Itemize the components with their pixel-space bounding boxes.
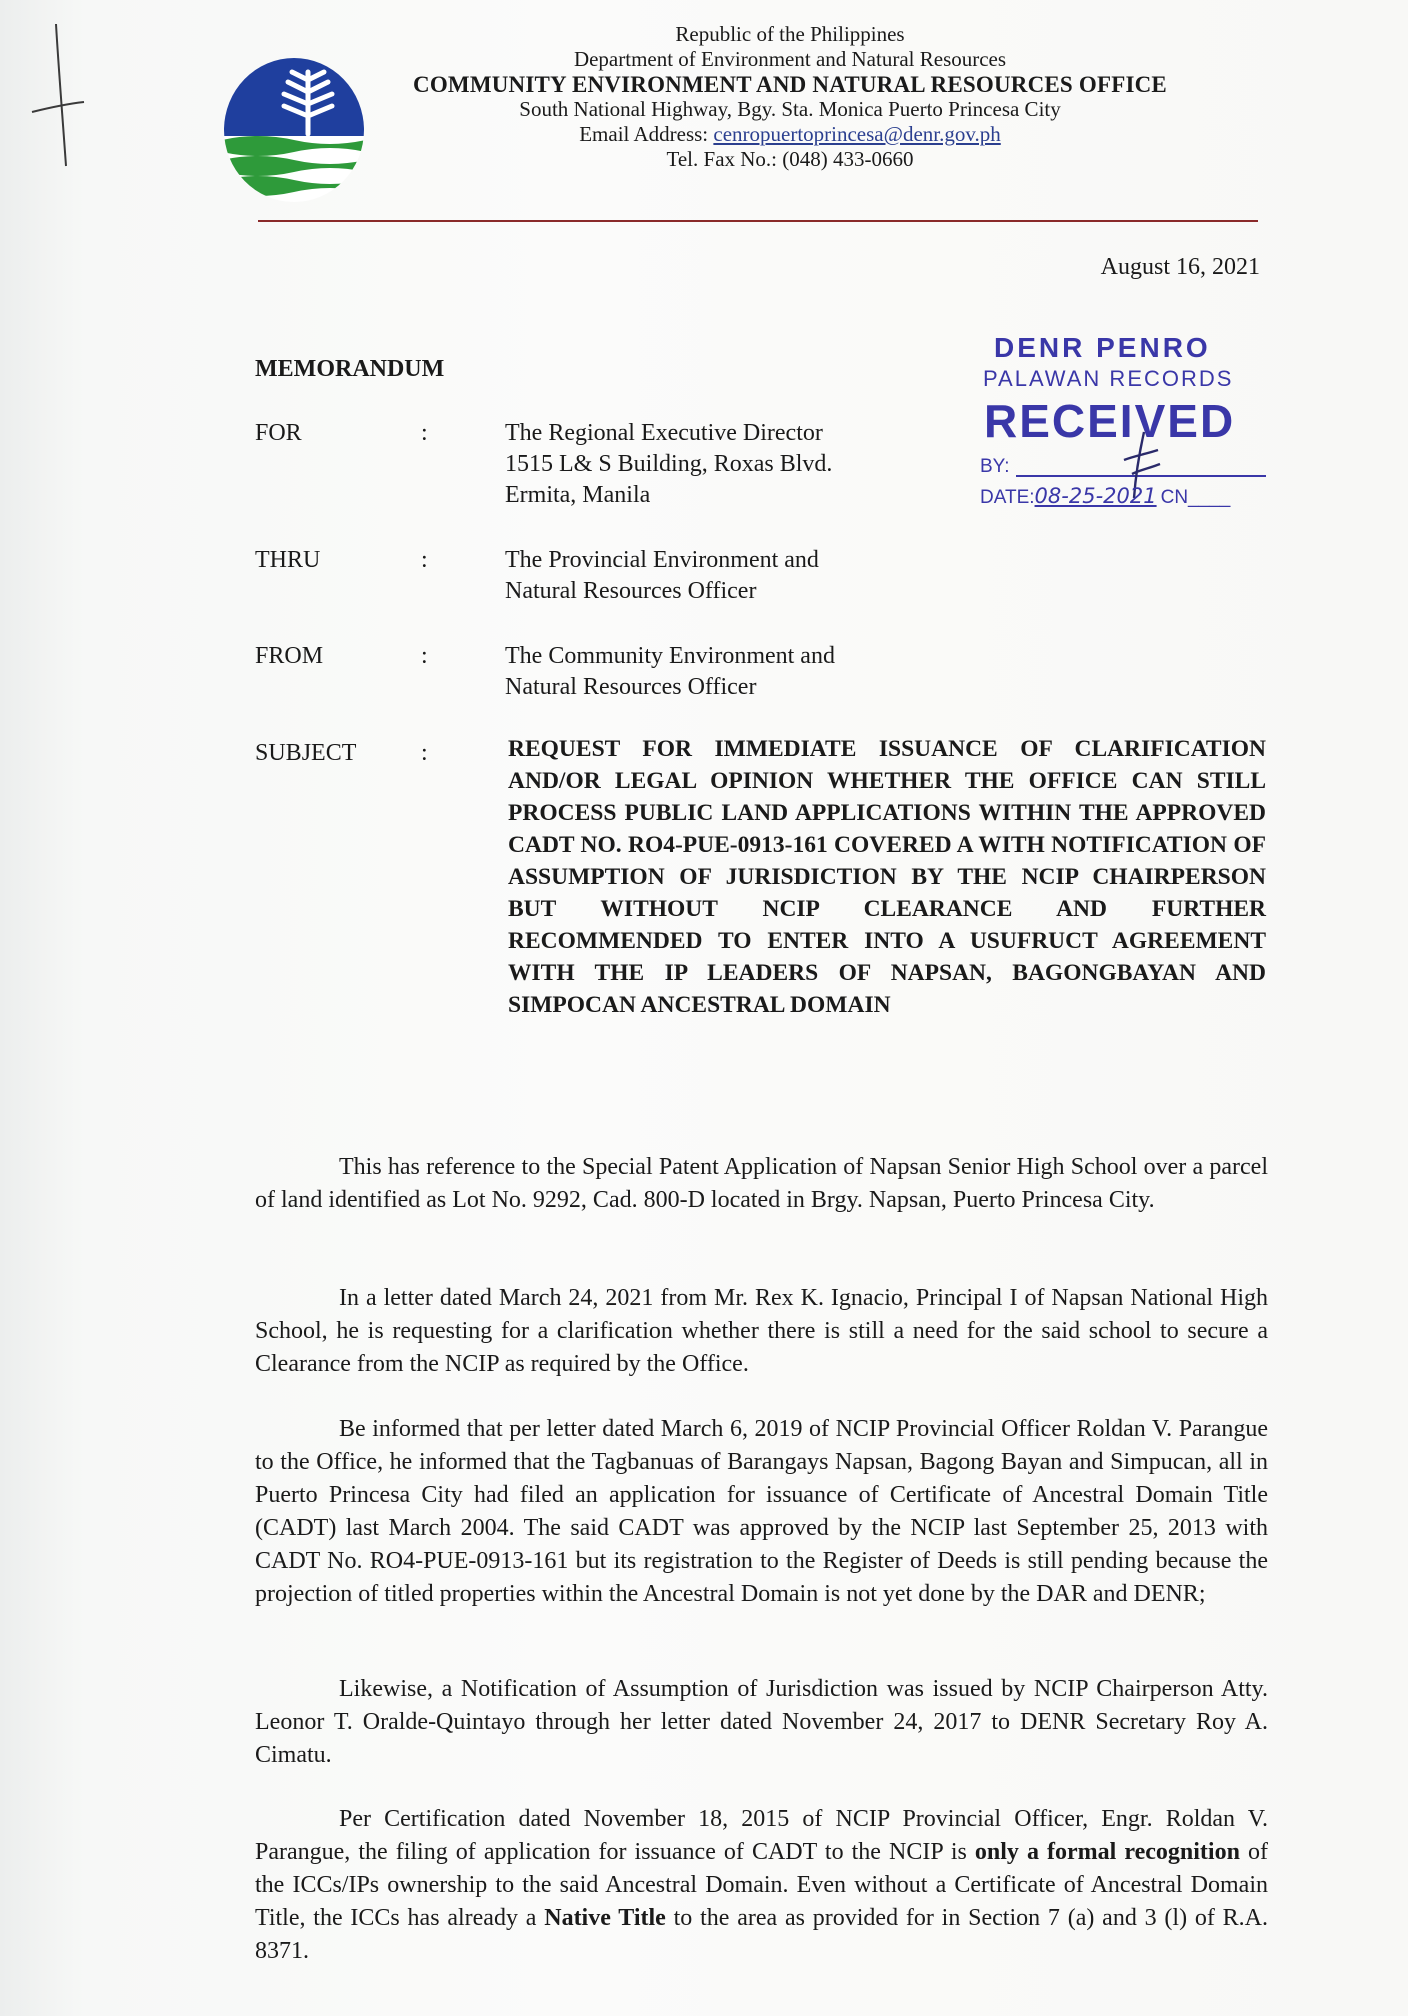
subject-colon: : bbox=[421, 740, 428, 766]
for-line: 1515 L& S Building, Roxas Blvd. bbox=[505, 451, 833, 477]
for-line: The Regional Executive Director bbox=[505, 420, 823, 446]
letterhead bbox=[360, 22, 1220, 172]
memo-title: MEMORANDUM bbox=[255, 356, 445, 382]
thru-value bbox=[505, 545, 905, 607]
stamp-date-label: DATE: bbox=[980, 487, 1035, 508]
for-value bbox=[505, 418, 905, 511]
paragraph-4: Likewise, a Notification of Assumption of Jurisdiction was issued by NCIP Chairperson Atty. Leonor T. Oralde-Quintayo through her letter dated November 24, 2017 to DENR Secretary Roy A. Cimatu. bbox=[255, 1676, 1268, 1768]
pen-mark bbox=[18, 20, 88, 170]
stamp-received: RECEIVED bbox=[984, 395, 1236, 447]
from-line: The Community Environment and bbox=[505, 643, 835, 669]
paragraph-5-part: to the area as provided for in Section 7 (a) and 3 (l) of R.A. 8371. bbox=[255, 1905, 1269, 1964]
subject-label: SUBJECT bbox=[255, 740, 357, 766]
paragraph-5-emphasis: Native Title bbox=[544, 1905, 666, 1931]
from-colon: : bbox=[421, 643, 428, 669]
paragraph-3: Be informed that per letter dated March 6, 2019 of NCIP Provincial Officer Roldan V. Parangue to the Office, he informed that the Tagbanuas of Barangays Napsan, Bagong Bayan and Simpucan, all in Puerto Princesa City had filed an application for issuance of Certificate of Ancestral Domain Title (CADT) last March 2004. The said CADT was approved by the NCIP last September 25, 2013 with CADT No. RO4-PUE-0913-161 but its registration to the Register of Deeds is still pending because the projection of titled properties within the Ancestral Domain is not yet done by the DAR and DENR; bbox=[255, 1416, 1268, 1607]
email-label: Email Address: bbox=[579, 122, 714, 146]
email-link[interactable]: cenropuertoprincesa@denr.gov.ph bbox=[713, 122, 1001, 146]
letterhead-republic: Republic of the Philippines bbox=[675, 22, 905, 46]
for-line: Ermita, Manila bbox=[505, 482, 651, 508]
stamp-line-2: PALAWAN RECORDS bbox=[983, 366, 1234, 391]
thru-line: The Provincial Environment and bbox=[505, 547, 819, 573]
paragraph-2: In a letter dated March 24, 2021 from Mr. Rex K. Ignacio, Principal I of Napsan National High School, he is requesting for a clarification whether there is still a need for the said school to secure a Clearance from the NCIP as required by the Office. bbox=[255, 1285, 1268, 1377]
paragraph-5 bbox=[255, 1803, 1268, 1968]
letterhead-rule bbox=[258, 220, 1258, 222]
thru-colon: : bbox=[421, 547, 428, 573]
stamp-by-label: BY: bbox=[980, 456, 1010, 477]
stamp-date-value: 08-25-2021 bbox=[1034, 484, 1157, 508]
paragraph-5-part: Per Certification dated November 18, 2015 of NCIP Provincial Officer, Engr. Roldan V. Parangue, the filing of application for issuance of CADT to the NCIP is bbox=[255, 1806, 1268, 1865]
for-colon: : bbox=[421, 420, 428, 446]
paragraph-1: This has reference to the Special Patent Application of Napsan Senior High School over a parcel of land identified as Lot No. 9292, Cad. 800-D located in Brgy. Napsan, Puerto Princesa City. bbox=[255, 1154, 1268, 1213]
stamp-cn-label: CN bbox=[1160, 487, 1189, 508]
paragraph-5-emphasis: only a formal recognition bbox=[974, 1839, 1240, 1865]
letterhead-address: South National Highway, Bgy. Sta. Monica Puerto Princesa City bbox=[519, 97, 1061, 121]
subject-text: REQUEST FOR IMMEDIATE ISSUANCE OF CLARIFICATION AND/OR LEGAL OPINION WHETHER THE OFFICE CAN STILL PROCESS PUBLIC LAND APPLICATIONS WITHIN THE APPROVED CADT NO. RO4-PUE-0913-161 COVERED A WITH NOTIFICATION OF ASSUMPTION OF JURISDICTION BY THE NCIP CHAIRPERSON BUT WITHOUT NCIP CLEARANCE AND FURTHER RECOMMENDED TO ENTER INTO A USUFRUCT AGREEMENT WITH THE IP LEADERS OF NAPSAN, BAGONGBAYAN AND SIMPOCAN ANCESTRAL DOMAIN bbox=[508, 736, 1266, 1018]
letterhead-email-line bbox=[360, 122, 1220, 147]
letterhead-department: Department of Environment and Natural Resources bbox=[573, 47, 1007, 71]
stamp-cn-blank: ____ bbox=[1188, 487, 1231, 508]
letterhead-office: COMMUNITY ENVIRONMENT AND NATURAL RESOURCES OFFICE bbox=[413, 72, 1167, 97]
for-label: FOR bbox=[255, 420, 302, 446]
letterhead-telfax: Tel. Fax No.: (048) 433-0660 bbox=[666, 147, 914, 171]
received-stamp bbox=[980, 332, 1290, 522]
thru-line: Natural Resources Officer bbox=[505, 578, 757, 604]
memo-date: August 16, 2021 bbox=[1100, 254, 1260, 280]
paragraph-5-part: of the ICCs/IPs ownership to the said Ancestral Domain. Even without a Certificate of Ancestral Domain Title, the ICCs has already a bbox=[255, 1839, 1268, 1931]
from-label: FROM bbox=[255, 643, 324, 669]
from-line: Natural Resources Officer bbox=[505, 674, 757, 700]
from-value bbox=[505, 641, 905, 703]
denr-logo-icon bbox=[222, 56, 366, 204]
thru-label: THRU bbox=[255, 547, 321, 573]
stamp-date-line bbox=[980, 484, 1230, 509]
stamp-line-1: DENR PENRO bbox=[994, 332, 1211, 363]
